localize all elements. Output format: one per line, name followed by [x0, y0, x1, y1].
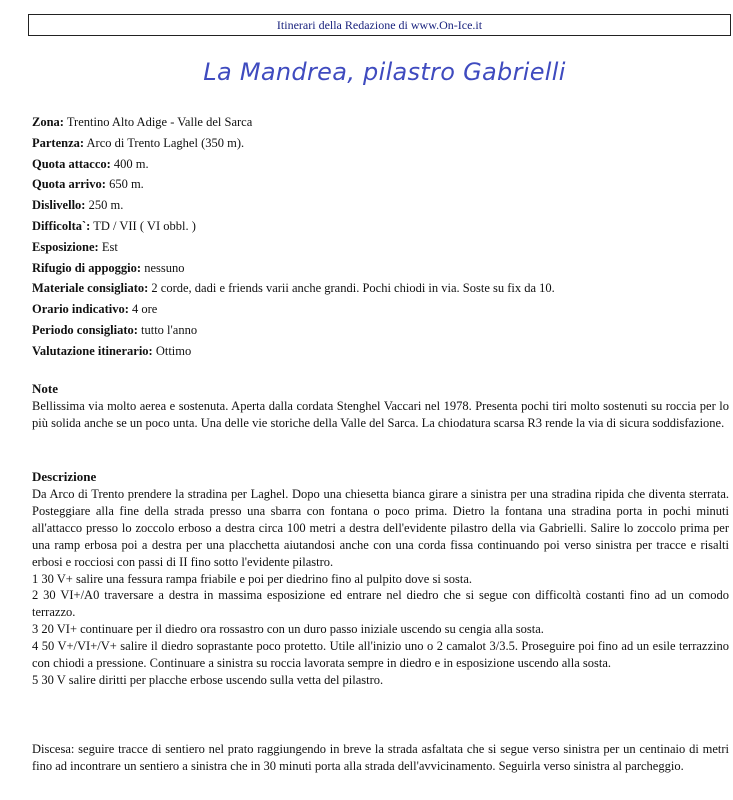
info-value: 250 m. [85, 198, 124, 213]
pitch-1: 1 30 V+ salire una fessura rampa friabile e poi per diedrino fino al pulpito dove si sosta. [32, 571, 473, 586]
description-intro: Da Arco di Trento prendere la stradina per Laghel. Dopo una chiesetta bianca girare a sinistra per una stradina ripida che diventa sterrata. Posteggiare alla fine della strada presso una sbarra con fontana o poco prima. Dietro la fontana una stradina porta in pochi minuti all'attacco presso lo zoccolo erboso a destra circa 100 metri a destra dell'evidente pilastro della via Gabrielli. Salire lo zoccolo prima per una ramp erbosa poi a destra per una placchetta aiutandosi anche con una corda fissa continuando poi verso sinistra per tracce e risalti erbosi e rocciosi con passi di II fino sotto l'evidente pilastro. [32, 487, 729, 569]
info-zona [32, 112, 732, 133]
info-dislivello [32, 195, 732, 216]
info-value: 650 m. [105, 177, 144, 192]
info-orario [32, 299, 732, 320]
pitch-5: 5 30 V salire diritti per placche erbose uscendo sulla vetta del pilastro. [32, 672, 384, 687]
info-label: Quota attacco: [32, 156, 111, 171]
info-value: Arco di Trento Laghel (350 m). [84, 135, 245, 150]
info-value: Est [98, 239, 118, 254]
info-periodo [32, 320, 732, 341]
info-label: Difficolta`: [32, 218, 91, 233]
pitch-3: 3 20 VI+ continuare per il diedro ora rossastro con un duro passo iniziale uscendo su cengia alla sosta. [32, 622, 544, 637]
pitch-4: 4 50 V+/VI+/V+ salire il diedro soprastante poco protetto. Utile all'inizio uno o 2 camalot 3/3.5. Proseguire poi fino ad un esile terrazzino con chiodi a pressione. Continuare a sinistra su roccia lavorata sempre in diedro e in esposizione uscendo alla sosta. [32, 639, 729, 671]
info-rifugio [32, 258, 732, 279]
info-value: 400 m. [110, 156, 149, 171]
info-partenza [32, 133, 732, 154]
info-valutazione [32, 341, 732, 362]
info-value: TD / VII ( VI obbl. ) [90, 218, 196, 233]
note-section [32, 380, 729, 432]
description-section [32, 468, 729, 689]
info-materiale [32, 278, 732, 299]
site-banner: Itinerari della Redazione di www.On-Ice.it [28, 14, 731, 36]
info-label: Quota arrivo: [32, 177, 106, 192]
pitch-2: 2 30 VI+/A0 traversare a destra in massima esposizione ed entrare nel diedro che si segue con difficoltà costanti fino ad un comodo terrazzo. [32, 588, 729, 620]
info-value: 2 corde, dadi e friends varii anche grandi. Pochi chiodi in via. Soste su fix da 10. [148, 281, 555, 296]
info-quota-attacco [32, 154, 732, 175]
descent-section [32, 741, 729, 775]
description-heading: Descrizione [32, 469, 97, 484]
info-label: Materiale consigliato: [32, 281, 149, 296]
info-value: nessuno [141, 260, 185, 275]
info-label: Periodo consigliato: [32, 322, 138, 337]
info-label: Partenza: [32, 135, 85, 150]
info-value: Ottimo [152, 343, 192, 358]
note-heading: Note [32, 381, 58, 396]
descent-text: Discesa: seguire tracce di sentiero nel prato raggiungendo in breve la strada asfaltata che si segue verso sinistra per un centinaio di metri fino ad incontrare un sentiero a sinistra che in 30 minuti porta alla strada dell'avvicinamento. Seguirla verso sinistra al parcheggio. [32, 742, 729, 773]
info-label: Valutazione itinerario: [32, 343, 153, 358]
info-label: Zona: [32, 115, 64, 129]
note-text: Bellissima via molto aerea e sostenuta. Aperta dalla cordata Stenghel Vaccari nel 1978. Presenta pochi tiri molto sostenuti su roccia per lo più solida anche se un poco unta. Una delle vie storiche della Valle del Sarca. La chiodatura scarsa R3 rende la via di sicura soddisfazione. [32, 399, 729, 430]
info-label: Dislivello: [32, 198, 86, 213]
info-value: 4 ore [128, 302, 158, 317]
info-label: Rifugio di appoggio: [32, 260, 142, 275]
page-title: La Mandrea, pilastro Gabrielli [203, 58, 566, 86]
info-label: Esposizione: [32, 239, 99, 254]
info-label: Orario indicativo: [32, 302, 129, 317]
info-difficolta [32, 216, 732, 237]
info-esposizione [32, 237, 732, 258]
info-value: tutto l'anno [137, 322, 198, 337]
route-info [32, 112, 732, 362]
info-quota-arrivo [32, 174, 732, 195]
info-value: Trentino Alto Adige - Valle del Sarca [63, 115, 253, 129]
